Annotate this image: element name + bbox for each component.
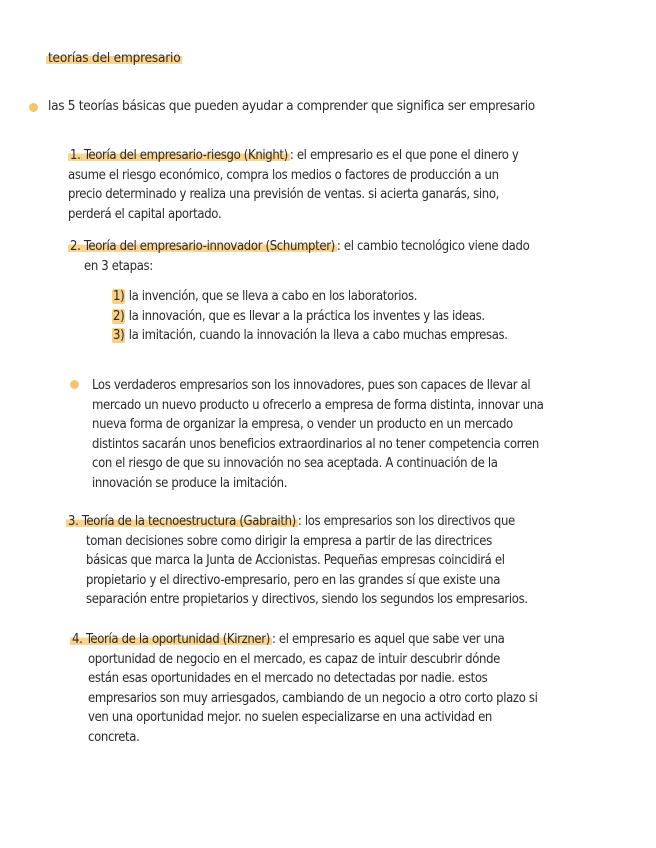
theory-2 <box>68 237 613 276</box>
theory-3-line: separación entre propietarios y directivos, siendo los segundos los empresarios. <box>86 592 528 607</box>
theory-4-line: ven una oportunidad mejor. no suelen especializarse en una actividad en <box>88 710 492 725</box>
bullet-dot-icon <box>29 103 38 112</box>
stage-item <box>112 287 508 307</box>
stage-text: la invención, que se lleva a cabo en los laboratorios. <box>128 289 418 304</box>
stage-item <box>112 326 508 346</box>
theory-4 <box>70 630 615 747</box>
theory-4-line: : el empresario es aquel que sabe ver una <box>271 632 505 647</box>
note-line: mercado un nuevo producto u ofrecerlo a empresa de forma distinta, innovar una <box>92 397 544 413</box>
intro-text: las 5 teorías básicas que pueden ayudar a comprender que significa ser empresario <box>48 98 535 114</box>
page-title <box>46 50 182 66</box>
theory-3-line: : los empresarios son los directivos que <box>297 514 515 529</box>
title-text: teorías del empresario <box>48 50 181 66</box>
theory-2-line: : el cambio tecnológico viene dado <box>336 239 530 254</box>
innovators-note <box>92 376 632 493</box>
stage-number: 3) <box>113 328 125 343</box>
theory-1-line: perderá el capital aportado. <box>68 206 222 222</box>
stage-number: 2) <box>113 308 125 324</box>
stage-text: la innovación, que es llevar a la práctica los inventes y las ideas. <box>128 308 485 324</box>
theory-1-heading: 1. Teoría del empresario-riesgo (Knight) <box>70 148 288 163</box>
theory-3 <box>66 512 611 610</box>
stage-item <box>112 307 508 327</box>
theory-4-heading: 4. Teoría de la oportunidad (Kirzner) <box>72 632 270 647</box>
theory-3-heading: 3. Teoría de la tecnoestructura (Gabraith) <box>68 514 296 529</box>
theory-4-line: están esas oportunidades en el mercado no detectadas por nadie. estos <box>88 671 488 686</box>
stage-list <box>112 287 508 346</box>
theory-2-heading: 2. Teoría del empresario-innovador (Schumpter) <box>70 239 335 254</box>
note-line: con el riesgo de que su innovación no sea aceptada. A continuación de la <box>92 456 498 471</box>
theory-2-line: en 3 etapas: <box>84 258 153 274</box>
note-line: innovación se produce la imitación. <box>92 475 288 491</box>
theory-3-line: propietario y el directivo-empresario, pero en las grandes sí que existe una <box>86 572 501 588</box>
theory-1-line: precio determinado y realiza una previsión de ventas. si acierta ganarás, sino, <box>68 187 500 202</box>
stage-text: la imitación, cuando la innovación la lleva a cabo muchas empresas. <box>128 328 508 343</box>
theory-1-line: asume el riesgo económico, compra los medios o factores de producción a un <box>68 167 499 183</box>
theory-3-line: básicas que marca la Junta de Accionistas. Pequeñas empresas coincidirá el <box>86 553 505 568</box>
bullet-dot-icon <box>70 380 79 389</box>
stage-number: 1) <box>113 289 125 304</box>
theory-1 <box>68 146 588 224</box>
theory-4-line: empresarios son muy arriesgados, cambiando de un negocio a otro corto plazo si <box>88 690 538 706</box>
note-line: distintos sacarán unos beneficios extraordinarios al no tener competencia corren <box>92 436 539 452</box>
theory-3-line: toman decisiones sobre como dirigir la empresa a partir de las directrices <box>86 533 492 549</box>
note-line: Los verdaderos empresarios son los innovadores, pues son capaces de llevar al <box>92 378 531 393</box>
theory-1-line: : el empresario es el que pone el dinero y <box>289 148 519 163</box>
theory-4-line: oportunidad de negocio en el mercado, es capaz de intuir descubrir dónde <box>88 651 501 667</box>
note-line: nueva forma de organizar la empresa, o vender un producto en un mercado <box>92 417 513 432</box>
theory-4-line: concreta. <box>88 729 140 745</box>
